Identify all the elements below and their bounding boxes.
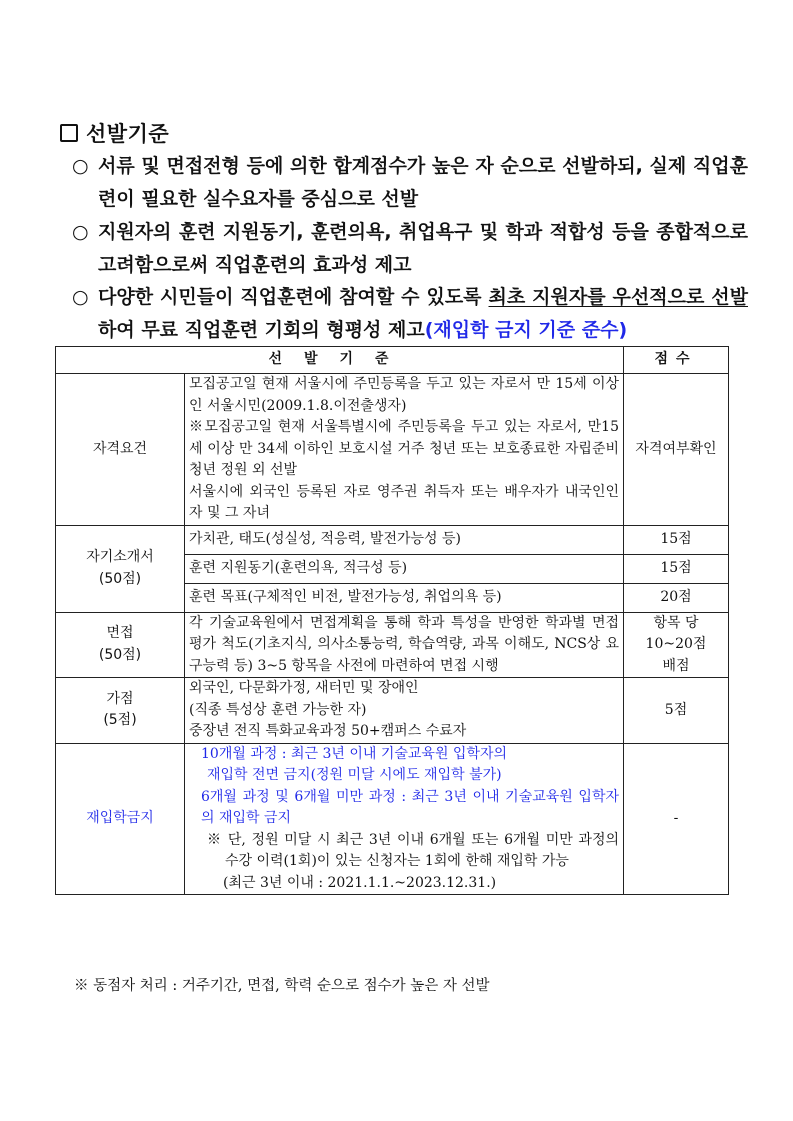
table-row-qualification: [56, 374, 729, 526]
score-cell: 5점: [624, 678, 729, 744]
bullet-text-part: 다양한 시민들이 직업훈련에 참여할 수 있도록: [98, 286, 489, 308]
score-cell: -: [624, 743, 729, 895]
bullet-text: 지원자의 훈련 지원동기, 훈련의욕, 취업욕구 및 학과 적합성 등을 종합적으로 고려함으로써 직업훈련의 효과성 제고: [98, 221, 748, 276]
header-criteria: 선발기준: [56, 347, 624, 374]
criteria-line: 중장년 전직 특화교육과정 50+캠퍼스 수료자: [189, 723, 467, 739]
criteria-line: 모집공고일 현재 서울시에 주민등록을 두고 있는 자로서 만 15세 이상인 서울시민(2009.1.8.이전출생자): [189, 376, 619, 414]
circle-bullet-icon: ○: [72, 286, 89, 308]
table-row-interview: [56, 612, 729, 678]
bullet-item-1: [72, 150, 748, 216]
bullet-text-underlined: 최초 지원자를 우선적으로 선발: [488, 286, 748, 308]
bullet-text-blue: (재입학 금지 기준 준수): [424, 319, 628, 341]
criteria-cell: 훈련 목표(구체적인 비전, 발전가능성, 취업의욕 등): [185, 583, 624, 612]
bullet-text: 서류 및 면접전형 등에 의한 합계점수가 높은 자 순으로 선발하되, 실제 직업훈련이 필요한 실수요자를 중심으로 선발: [98, 155, 748, 210]
category-label: 가점: [106, 690, 134, 707]
score-cell: 15점: [624, 525, 729, 554]
score-cell: 자격여부확인: [624, 374, 729, 526]
section-heading-text: 선발기준: [86, 122, 170, 146]
category-label: 면접: [106, 625, 134, 642]
criteria-cell: 가치관, 태도(성실성, 적응력, 발전가능성 등): [185, 525, 624, 554]
table-row-readmission: [56, 743, 729, 895]
category-points: (5점): [103, 712, 137, 729]
criteria-cell: [185, 743, 624, 895]
category-points: (50점): [98, 570, 142, 587]
score-cell: 20점: [624, 583, 729, 612]
criteria-line: (직종 특성상 훈련 가능한 자): [189, 701, 367, 718]
criteria-line: ※모집공고일 현재 서울특별시에 주민등록을 두고 있는 자로서, 만15세 이상 만 34세 이하인 보호시설 거주 청년 또는 보호종료한 자립준비청년 정원 외 선발: [189, 419, 619, 478]
criteria-line: 외국인, 다문화가정, 새터민 및 장애인: [189, 680, 419, 696]
table-row-bonus: [56, 678, 729, 744]
criteria-line: 6개월 과정 및 6개월 미만 과정 : 최근 3년 이내 기술교육원 입학자의 재입학 금지: [201, 788, 619, 826]
criteria-note: ※ 단, 정원 미달 시 최근 3년 이내 6개월 또는 6개월 미만 과정의 수강 이력(1회)이 있는 신청자는 1회에 한해 재입학 가능: [207, 831, 619, 869]
bullet-item-2: [72, 216, 748, 282]
category-cell: [56, 525, 185, 612]
score-line: 항목 당: [653, 614, 699, 631]
category-cell: 재입학금지: [56, 743, 185, 895]
category-label: 자기소개서: [86, 549, 154, 565]
category-cell: 자격요건: [56, 374, 185, 526]
selection-criteria-table: [55, 346, 729, 895]
bullet-item-3: [72, 281, 748, 347]
score-line: 10~20점: [645, 636, 707, 652]
table-row-intro-1: [56, 525, 729, 554]
section-heading: [60, 118, 169, 148]
criteria-line: (최근 3년 이내 : 2021.1.1.~2023.12.31.): [223, 874, 497, 891]
criteria-cell: 훈련 지원동기(훈련의욕, 적극성 등): [185, 554, 624, 583]
category-cell: [56, 612, 185, 678]
criteria-cell: [185, 374, 624, 526]
bullet-text-part: 하여 무료 직업훈련 기회의 형평성 제고: [98, 319, 425, 341]
table-header-row: [56, 347, 729, 374]
circle-bullet-icon: ○: [72, 155, 89, 177]
criteria-line: 서울시에 외국인 등록된 자로 영주권 취득자 또는 배우자가 내국인인 자 및 그 자녀: [189, 483, 619, 521]
category-cell: [56, 678, 185, 744]
circle-bullet-icon: ○: [72, 221, 89, 243]
category-points: (50점): [98, 646, 142, 663]
tie-break-footnote: ※ 동점자 처리 : 거주기간, 면접, 학력 순으로 점수가 높은 자 선발: [74, 978, 490, 994]
criteria-line: 재입학 전면 금지(정원 미달 시에도 재입학 불가): [207, 767, 502, 783]
score-cell: [624, 612, 729, 678]
bullet-text: [72, 281, 748, 347]
criteria-cell: [185, 678, 624, 744]
score-cell: 15점: [624, 554, 729, 583]
criteria-cell: 각 기술교육원에서 면접계획을 통해 학과 특성을 반영한 학과별 면접 평가 척도(기초지식, 의사소통능력, 학습역량, 과목 이해도, NCS상 요구능력 등) 3~5 항목을 사전에 마련하여 면접 시행: [185, 612, 624, 678]
header-score: 점수: [624, 347, 729, 374]
checkbox-square-icon: [60, 124, 78, 142]
score-line: 배점: [662, 657, 690, 674]
criteria-line: 10개월 과정 : 최근 3년 이내 기술교육원 입학자의: [201, 745, 508, 762]
